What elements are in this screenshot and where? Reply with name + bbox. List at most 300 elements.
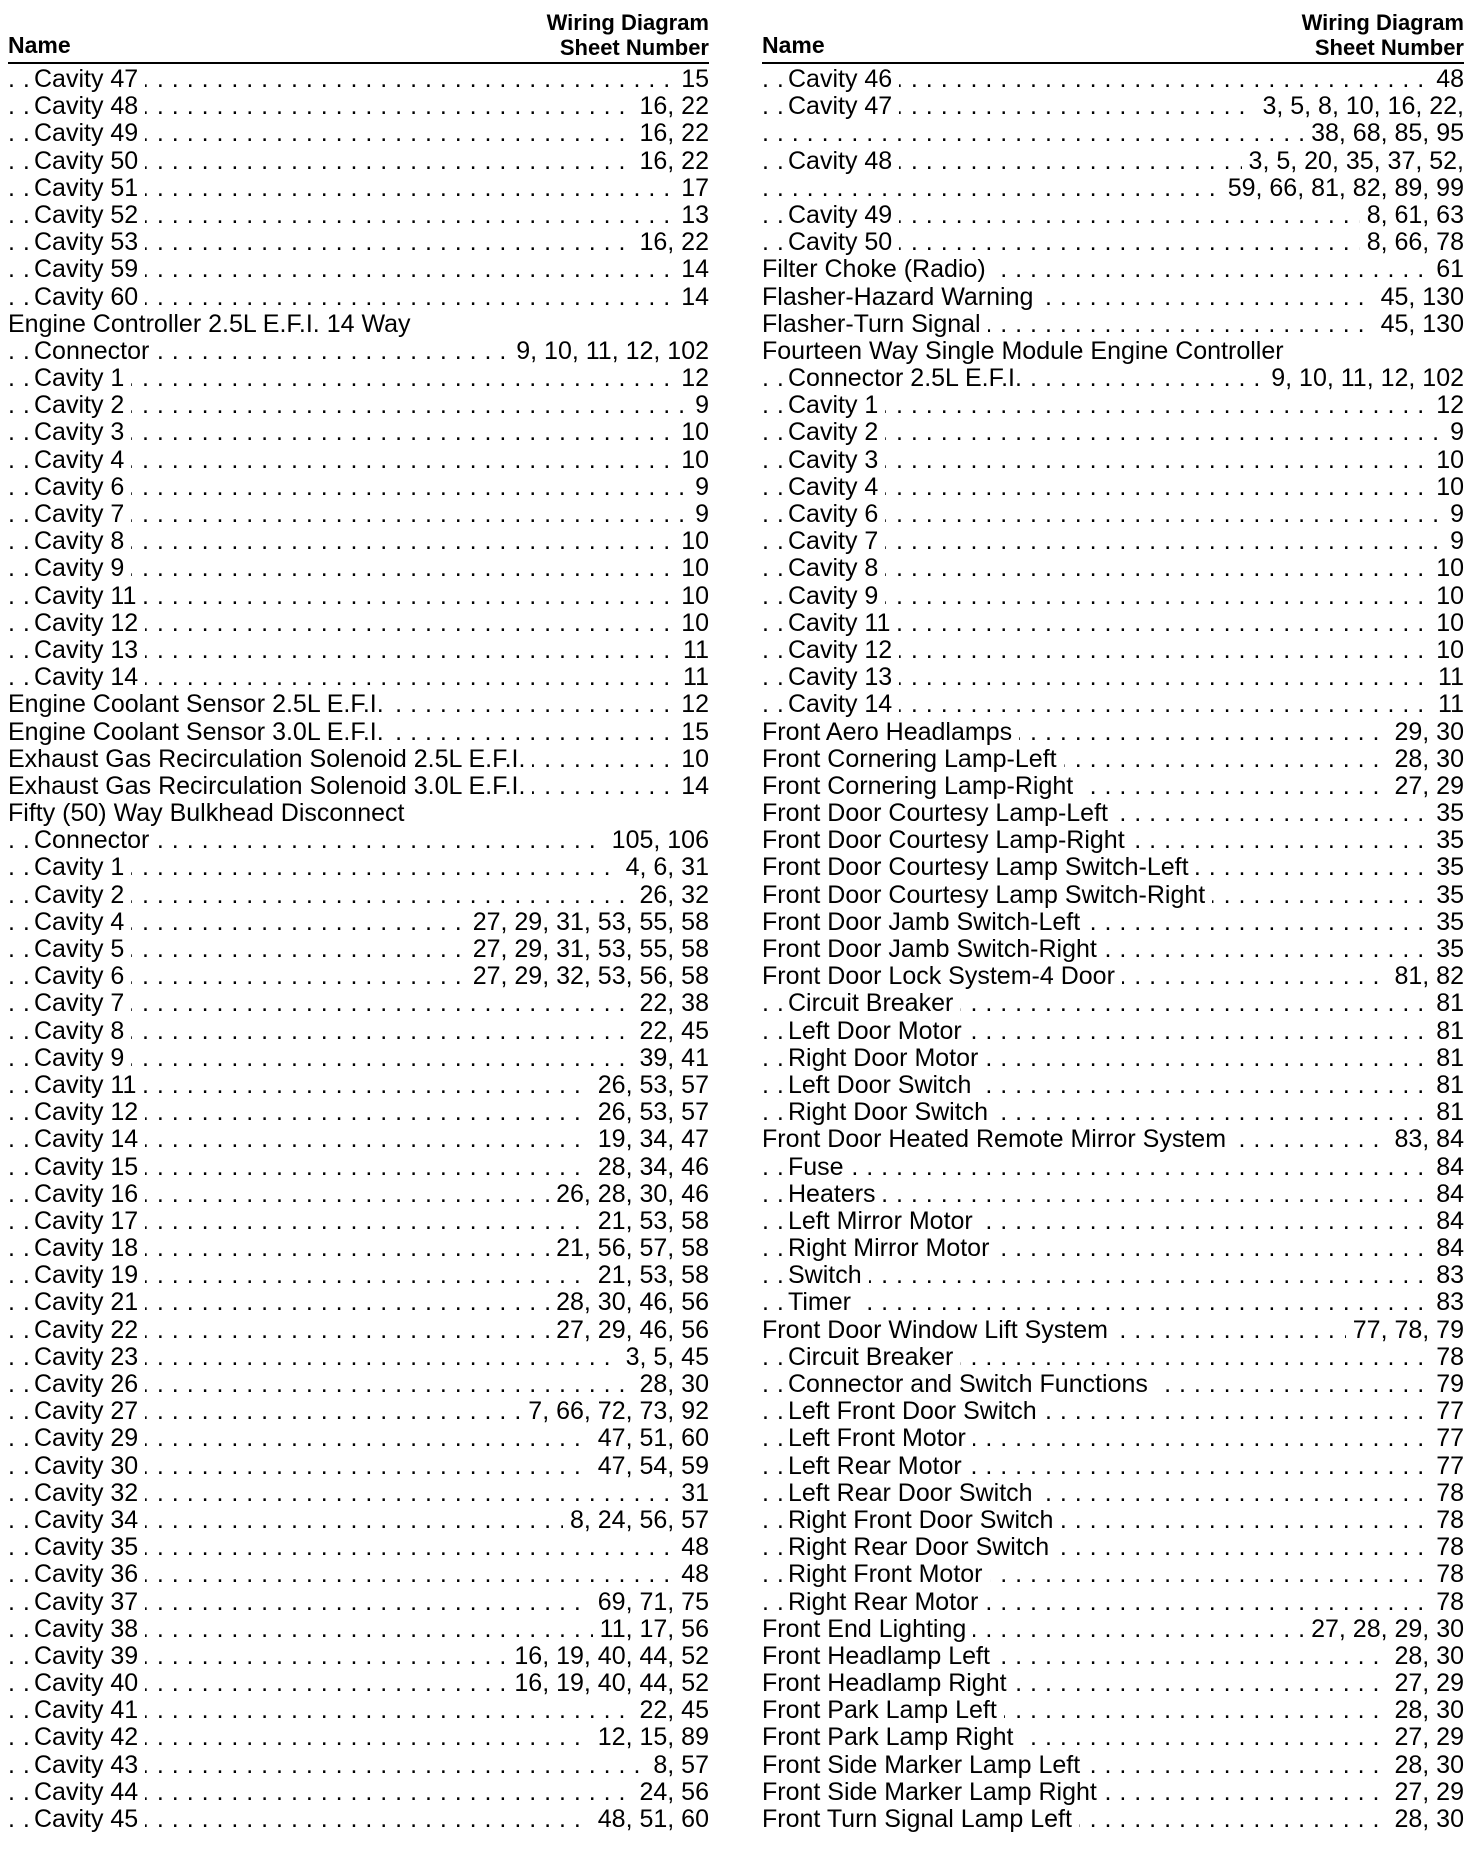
entry-name: Front Park Lamp Right: [762, 1724, 1021, 1751]
entry-name: Cavity 9: [34, 1045, 131, 1072]
index-entry: [762, 1643, 1464, 1670]
entry-sheet-numbers: 13: [674, 202, 709, 229]
index-entry: [8, 284, 709, 311]
index-entry: [762, 1126, 1464, 1153]
index-entry: [8, 1425, 709, 1452]
index-entry: [762, 392, 1464, 419]
entry-sheet-numbers: 81, 82: [1387, 963, 1464, 990]
entry-name: Cavity 8: [34, 528, 131, 555]
index-entry: [8, 990, 709, 1017]
entry-name: Cavity 40: [34, 1670, 145, 1697]
entry-name: Cavity 7: [788, 528, 885, 555]
index-entry: [8, 338, 709, 365]
name-header: Name: [762, 32, 825, 58]
entry-name: Front Cornering Lamp-Right: [762, 773, 1080, 800]
entry-sheet-numbers: 47, 51, 60: [591, 1425, 709, 1452]
entry-sheet-numbers: 69, 71, 75: [591, 1589, 709, 1616]
entry-name: Cavity 3: [788, 447, 885, 474]
index-entries-left: [8, 66, 709, 1833]
index-entry: [762, 120, 1464, 147]
entry-sheet-numbers: 16, 19, 40, 44, 52: [507, 1670, 709, 1697]
entry-sheet-numbers: 81: [1429, 990, 1464, 1017]
entry-sheet-numbers: 10: [1429, 555, 1464, 582]
entry-sheet-numbers: 27, 28, 29, 30: [1304, 1616, 1464, 1643]
entry-sheet-numbers: 105, 106: [605, 827, 709, 854]
entry-sheet-numbers: 28, 30: [1387, 1643, 1464, 1670]
entry-name: Cavity 4: [34, 909, 131, 936]
entry-sheet-numbers: 12: [674, 691, 709, 718]
index-entry: [762, 175, 1464, 202]
index-entry: [762, 1534, 1464, 1561]
index-entry: [762, 202, 1464, 229]
entry-sheet-numbers: 15: [674, 719, 709, 746]
index-entry: [762, 338, 1464, 365]
entry-name: Left Front Door Switch: [788, 1398, 1044, 1425]
entry-sheet-numbers: 10: [1429, 447, 1464, 474]
entry-sheet-numbers: 31: [674, 1480, 709, 1507]
index-entry: [8, 229, 709, 256]
entry-name: Cavity 9: [788, 583, 885, 610]
index-entry: [762, 1072, 1464, 1099]
entry-sheet-numbers: 16, 22: [632, 229, 709, 256]
entry-sheet-numbers: 26, 53, 57: [591, 1072, 709, 1099]
index-entry: [8, 936, 709, 963]
entry-name: Exhaust Gas Recirculation Solenoid 3.0L E.F.I.: [8, 773, 532, 800]
index-entry: [8, 1779, 709, 1806]
entry-name: Front Headlamp Right: [762, 1670, 1014, 1697]
index-entry: [8, 1507, 709, 1534]
index-entry: [8, 120, 709, 147]
entry-name: Cavity 49: [34, 120, 145, 147]
entry-sheet-numbers: 12: [674, 365, 709, 392]
entry-name: Front Door Heated Remote Mirror System: [762, 1126, 1233, 1153]
index-entry: [8, 773, 709, 800]
entry-name: Cavity 11: [34, 583, 143, 610]
entry-sheet-numbers: 9: [688, 501, 709, 528]
entry-sheet-numbers: 59, 66, 81, 82, 89, 99: [1221, 175, 1464, 202]
entry-name: Front Door Courtesy Lamp-Right: [762, 827, 1132, 854]
entry-name: Engine Coolant Sensor 2.5L E.F.I.: [8, 691, 391, 718]
entry-sheet-numbers: 27, 29, 32, 53, 56, 58: [466, 963, 709, 990]
index-entry: [762, 501, 1464, 528]
entry-name: Cavity 3: [34, 419, 131, 446]
entry-name: Cavity 48: [788, 148, 899, 175]
index-entry: [762, 719, 1464, 746]
index-entry: [762, 474, 1464, 501]
entry-name: Cavity 12: [788, 637, 899, 664]
index-entry: [762, 1806, 1464, 1833]
entry-name: Circuit Breaker: [788, 1344, 960, 1371]
entry-sheet-numbers: 28, 30: [1387, 1806, 1464, 1833]
entry-name: Connector: [34, 338, 156, 365]
entry-name: Cavity 60: [34, 284, 145, 311]
index-entry: [8, 528, 709, 555]
entry-sheet-numbers: 9, 10, 11, 12, 102: [1264, 365, 1464, 392]
index-entry: [762, 1398, 1464, 1425]
entry-sheet-numbers: 45, 130: [1374, 284, 1464, 311]
entry-sheet-numbers: 10: [1429, 583, 1464, 610]
entry-name: Cavity 19: [34, 1262, 145, 1289]
entry-sheet-numbers: 84: [1429, 1208, 1464, 1235]
entry-sheet-numbers: 28, 30, 46, 56: [549, 1289, 709, 1316]
entry-sheet-numbers: 10: [674, 746, 709, 773]
index-entry: [8, 1018, 709, 1045]
entry-sheet-numbers: 10: [1429, 474, 1464, 501]
entry-name: Front Side Marker Lamp Right: [762, 1779, 1104, 1806]
entry-sheet-numbers: 78: [1429, 1534, 1464, 1561]
entry-sheet-numbers: 10: [674, 419, 709, 446]
entry-name: Engine Coolant Sensor 3.0L E.F.I.: [8, 719, 391, 746]
entry-name: Cavity 51: [34, 175, 145, 202]
entry-name: Cavity 38: [34, 1616, 145, 1643]
entry-sheet-numbers: 10: [674, 610, 709, 637]
index-entry: [8, 909, 709, 936]
entry-sheet-numbers: 78: [1429, 1589, 1464, 1616]
index-entry: [762, 447, 1464, 474]
entry-name: Front Door Courtesy Lamp Switch-Right: [762, 882, 1212, 909]
index-entry: [762, 800, 1464, 827]
entry-name: Front Door Courtesy Lamp Switch-Left: [762, 854, 1196, 881]
index-entry: [8, 1235, 709, 1262]
index-entry: [8, 963, 709, 990]
entry-sheet-numbers: 16, 22: [632, 148, 709, 175]
entry-name: Left Rear Motor: [788, 1453, 969, 1480]
entry-name: Right Mirror Motor: [788, 1235, 996, 1262]
entry-name: Cavity 30: [34, 1453, 145, 1480]
index-entry: [762, 365, 1464, 392]
index-entry: [8, 719, 709, 746]
entry-name: Right Door Switch: [788, 1099, 995, 1126]
entry-name: Filter Choke (Radio): [762, 256, 993, 283]
entry-name: Cavity 14: [34, 1126, 145, 1153]
entry-sheet-numbers: 84: [1429, 1181, 1464, 1208]
entry-name: Cavity 2: [34, 882, 131, 909]
index-entry: [8, 800, 709, 827]
entry-name: Front Side Marker Lamp Left: [762, 1752, 1087, 1779]
entry-sheet-numbers: 4, 6, 31: [619, 854, 709, 881]
index-entry: [8, 419, 709, 446]
entry-name: Right Rear Door Switch: [788, 1534, 1056, 1561]
entry-sheet-numbers: 35: [1429, 936, 1464, 963]
index-entry: [762, 1181, 1464, 1208]
entry-name: Cavity 42: [34, 1724, 145, 1751]
entry-sheet-numbers: 83: [1429, 1289, 1464, 1316]
sheet-number-header: [547, 10, 709, 60]
entry-sheet-numbers: 27, 29: [1387, 1779, 1464, 1806]
entry-sheet-numbers: 77: [1429, 1425, 1464, 1452]
index-entry: [762, 963, 1464, 990]
entry-name: Cavity 13: [788, 664, 899, 691]
entry-sheet-numbers: 35: [1429, 827, 1464, 854]
entry-name: Cavity 45: [34, 1806, 145, 1833]
index-entry: [762, 1779, 1464, 1806]
entry-sheet-numbers: 10: [1429, 610, 1464, 637]
entry-name: Cavity 1: [34, 854, 131, 881]
entry-sheet-numbers: 26, 28, 30, 46: [549, 1181, 709, 1208]
entry-sheet-numbers: 77: [1429, 1398, 1464, 1425]
entry-sheet-numbers: 39, 41: [632, 1045, 709, 1072]
entry-name: Cavity 59: [34, 256, 145, 283]
index-entry: [762, 664, 1464, 691]
entry-name: Cavity 22: [34, 1317, 145, 1344]
entry-name: Cavity 11: [788, 610, 897, 637]
index-entry: [762, 1616, 1464, 1643]
index-entry: [8, 365, 709, 392]
entry-name: Cavity 16: [34, 1181, 145, 1208]
index-entry: [762, 854, 1464, 881]
entry-name: Cavity 27: [34, 1398, 145, 1425]
entry-name: Cavity 52: [34, 202, 145, 229]
sheet-number-header: [1302, 10, 1464, 60]
entry-name: Cavity 36: [34, 1561, 145, 1588]
entry-name: Fuse: [788, 1154, 851, 1181]
index-entry: [8, 392, 709, 419]
entry-name: Left Front Motor: [788, 1425, 973, 1452]
entry-sheet-numbers: 11, 17, 56: [593, 1616, 709, 1643]
index-entry: [8, 93, 709, 120]
entry-sheet-numbers: 84: [1429, 1154, 1464, 1181]
index-entry: [8, 583, 709, 610]
index-entry: [762, 990, 1464, 1017]
entry-name: Cavity 32: [34, 1480, 145, 1507]
entry-sheet-numbers: 8, 66, 78: [1360, 229, 1464, 256]
index-entry: [762, 637, 1464, 664]
index-entry: [8, 66, 709, 93]
index-entry: [8, 202, 709, 229]
entry-name: Cavity 50: [34, 148, 145, 175]
entry-sheet-numbers: 14: [674, 256, 709, 283]
index-entry: [762, 1235, 1464, 1262]
entry-sheet-numbers: 19, 34, 47: [591, 1126, 709, 1153]
entry-sheet-numbers: 22, 38: [632, 990, 709, 1017]
entry-name: Heaters: [788, 1181, 883, 1208]
entry-sheet-numbers: 10: [674, 528, 709, 555]
entry-name: Cavity 48: [34, 93, 145, 120]
entry-sheet-numbers: 10: [674, 447, 709, 474]
index-entry: [8, 746, 709, 773]
entry-sheet-numbers: 9: [688, 474, 709, 501]
entry-name: Front Headlamp Left: [762, 1643, 997, 1670]
index-entry: [8, 474, 709, 501]
entry-sheet-numbers: 11: [1431, 691, 1464, 718]
entry-sheet-numbers: 11: [1431, 664, 1464, 691]
entry-sheet-numbers: 9: [1443, 528, 1464, 555]
index-entry: [762, 311, 1464, 338]
entry-sheet-numbers: 16, 22: [632, 93, 709, 120]
entry-name: Cavity 35: [34, 1534, 145, 1561]
entry-sheet-numbers: 78: [1429, 1561, 1464, 1588]
entry-name: Cavity 2: [34, 392, 131, 419]
index-entry: [8, 882, 709, 909]
index-entry: [762, 256, 1464, 283]
index-entry: [762, 93, 1464, 120]
entry-name: Cavity 29: [34, 1425, 145, 1452]
index-entry: [8, 175, 709, 202]
index-column-right: [762, 0, 1464, 1833]
entry-sheet-numbers: 8, 24, 56, 57: [563, 1507, 709, 1534]
entry-sheet-numbers: 35: [1429, 854, 1464, 881]
index-entry: [762, 1670, 1464, 1697]
index-entry: [762, 1344, 1464, 1371]
entry-name: Cavity 6: [34, 963, 131, 990]
entry-sheet-numbers: 84: [1429, 1235, 1464, 1262]
entry-name: Circuit Breaker: [788, 990, 960, 1017]
sheet-header-line-1: Wiring Diagram: [1301, 10, 1464, 35]
entry-name: Front End Lighting: [762, 1616, 973, 1643]
index-entry: [762, 1018, 1464, 1045]
index-entry: [762, 528, 1464, 555]
entry-sheet-numbers: 27, 29, 46, 56: [549, 1317, 709, 1344]
index-entry: [8, 637, 709, 664]
index-entry: [8, 1806, 709, 1833]
entry-sheet-numbers: 7, 66, 72, 73, 92: [521, 1398, 709, 1425]
entry-name: Right Door Motor: [788, 1045, 985, 1072]
entry-sheet-numbers: 12: [1429, 392, 1464, 419]
index-entry: [762, 284, 1464, 311]
index-entry: [8, 1616, 709, 1643]
index-entry: [762, 583, 1464, 610]
entry-sheet-numbers: 22, 45: [632, 1697, 709, 1724]
entry-name: Timer: [788, 1289, 858, 1316]
entry-name: Cavity 43: [34, 1752, 145, 1779]
index-entry: [762, 1045, 1464, 1072]
entry-sheet-numbers: 15: [674, 66, 709, 93]
index-entry: [8, 1398, 709, 1425]
entry-sheet-numbers: 29, 30: [1387, 719, 1464, 746]
entry-sheet-numbers: 48: [1429, 66, 1464, 93]
entry-name: Engine Controller 2.5L E.F.I. 14 Way: [8, 311, 418, 338]
entry-name: Flasher-Hazard Warning: [762, 284, 1040, 311]
entry-sheet-numbers: 10: [674, 555, 709, 582]
entry-sheet-numbers: 27, 29, 31, 53, 55, 58: [466, 909, 709, 936]
entry-sheet-numbers: 21, 53, 58: [591, 1262, 709, 1289]
index-entry: [762, 746, 1464, 773]
index-entry: [762, 773, 1464, 800]
entry-name: Right Front Door Switch: [788, 1507, 1060, 1534]
entry-sheet-numbers: 14: [674, 284, 709, 311]
entry-sheet-numbers: 35: [1429, 800, 1464, 827]
entry-sheet-numbers: 81: [1429, 1072, 1464, 1099]
index-entry: [762, 827, 1464, 854]
entry-name: Cavity 4: [788, 474, 885, 501]
entry-name: Cavity 9: [34, 555, 131, 582]
entry-name: Cavity 37: [34, 1589, 145, 1616]
entry-name: Cavity 49: [788, 202, 899, 229]
entry-sheet-numbers: 11: [676, 637, 709, 664]
index-entry: [762, 1317, 1464, 1344]
entry-sheet-numbers: 28, 30: [1387, 1697, 1464, 1724]
index-entry: [8, 1262, 709, 1289]
entry-sheet-numbers: 24, 56: [632, 1779, 709, 1806]
entry-name: Front Park Lamp Left: [762, 1697, 1004, 1724]
entry-sheet-numbers: 10: [674, 583, 709, 610]
entry-name: Cavity 12: [34, 610, 145, 637]
entry-name: Cavity 8: [788, 555, 885, 582]
column-header: [762, 0, 1464, 64]
entry-sheet-numbers: 78: [1429, 1480, 1464, 1507]
entry-sheet-numbers: 8, 57: [646, 1752, 709, 1779]
index-entry: [762, 1262, 1464, 1289]
index-entry: [8, 555, 709, 582]
entry-sheet-numbers: 21, 56, 57, 58: [549, 1235, 709, 1262]
entry-name: Cavity 17: [34, 1208, 145, 1235]
index-entry: [8, 1697, 709, 1724]
entry-sheet-numbers: 35: [1429, 882, 1464, 909]
entry-sheet-numbers: 9: [1443, 501, 1464, 528]
index-entry: [8, 311, 709, 338]
entry-sheet-numbers: 9: [1443, 419, 1464, 446]
entry-sheet-numbers: 9, 10, 11, 12, 102: [509, 338, 709, 365]
index-entry: [762, 1425, 1464, 1452]
entry-name: Cavity 44: [34, 1779, 145, 1806]
index-entry: [762, 1752, 1464, 1779]
entry-name: Cavity 7: [34, 990, 131, 1017]
entry-sheet-numbers: 26, 53, 57: [591, 1099, 709, 1126]
entry-sheet-numbers: 16, 22: [632, 120, 709, 147]
entry-name: Cavity 50: [788, 229, 899, 256]
entry-name: Cavity 39: [34, 1643, 145, 1670]
entry-sheet-numbers: 8, 61, 63: [1360, 202, 1464, 229]
index-entry: [8, 691, 709, 718]
index-column-left: [8, 0, 709, 1833]
index-entry: [8, 1643, 709, 1670]
index-entry: [762, 1099, 1464, 1126]
entry-sheet-numbers: 79: [1429, 1371, 1464, 1398]
index-entry: [762, 419, 1464, 446]
entry-name: Left Rear Door Switch: [788, 1480, 1040, 1507]
entry-sheet-numbers: 45, 130: [1374, 311, 1464, 338]
entry-name: Cavity 46: [788, 66, 899, 93]
index-entry: [8, 1181, 709, 1208]
entry-sheet-numbers: 14: [674, 773, 709, 800]
index-entry: [8, 1099, 709, 1126]
entry-sheet-numbers: 81: [1429, 1045, 1464, 1072]
entry-sheet-numbers: 22, 45: [632, 1018, 709, 1045]
entry-name: Cavity 7: [34, 501, 131, 528]
entry-sheet-numbers: 27, 29: [1387, 1670, 1464, 1697]
index-entry: [8, 1724, 709, 1751]
entry-name: Front Door Jamb Switch-Left: [762, 909, 1087, 936]
entry-sheet-numbers: 78: [1429, 1507, 1464, 1534]
entry-name: Cavity 12: [34, 1099, 145, 1126]
index-entry: [762, 1208, 1464, 1235]
entry-sheet-numbers: 83: [1429, 1262, 1464, 1289]
entry-name: Cavity 4: [34, 447, 131, 474]
index-entry: [762, 909, 1464, 936]
entry-sheet-numbers: 47, 54, 59: [591, 1453, 709, 1480]
entry-name: Connector and Switch Functions: [788, 1371, 1155, 1398]
index-entry: [762, 1453, 1464, 1480]
entry-sheet-numbers: 48: [674, 1534, 709, 1561]
entry-name: Flasher-Turn Signal: [762, 311, 988, 338]
entry-sheet-numbers: 27, 29: [1387, 1724, 1464, 1751]
entry-sheet-numbers: 9: [688, 392, 709, 419]
entry-name: Cavity 34: [34, 1507, 145, 1534]
entry-name: Cavity 1: [788, 392, 885, 419]
index-entry: [8, 1289, 709, 1316]
entry-sheet-numbers: 12, 15, 89: [591, 1724, 709, 1751]
index-entry: [762, 691, 1464, 718]
entry-sheet-numbers: 48, 51, 60: [591, 1806, 709, 1833]
index-entry: [8, 256, 709, 283]
index-entry: [8, 1208, 709, 1235]
entry-name: Cavity 14: [34, 664, 145, 691]
entry-name: Cavity 11: [34, 1072, 143, 1099]
index-entry: [762, 229, 1464, 256]
entry-sheet-numbers: 10: [1429, 637, 1464, 664]
index-entry: [8, 1317, 709, 1344]
entry-sheet-numbers: 81: [1429, 1099, 1464, 1126]
